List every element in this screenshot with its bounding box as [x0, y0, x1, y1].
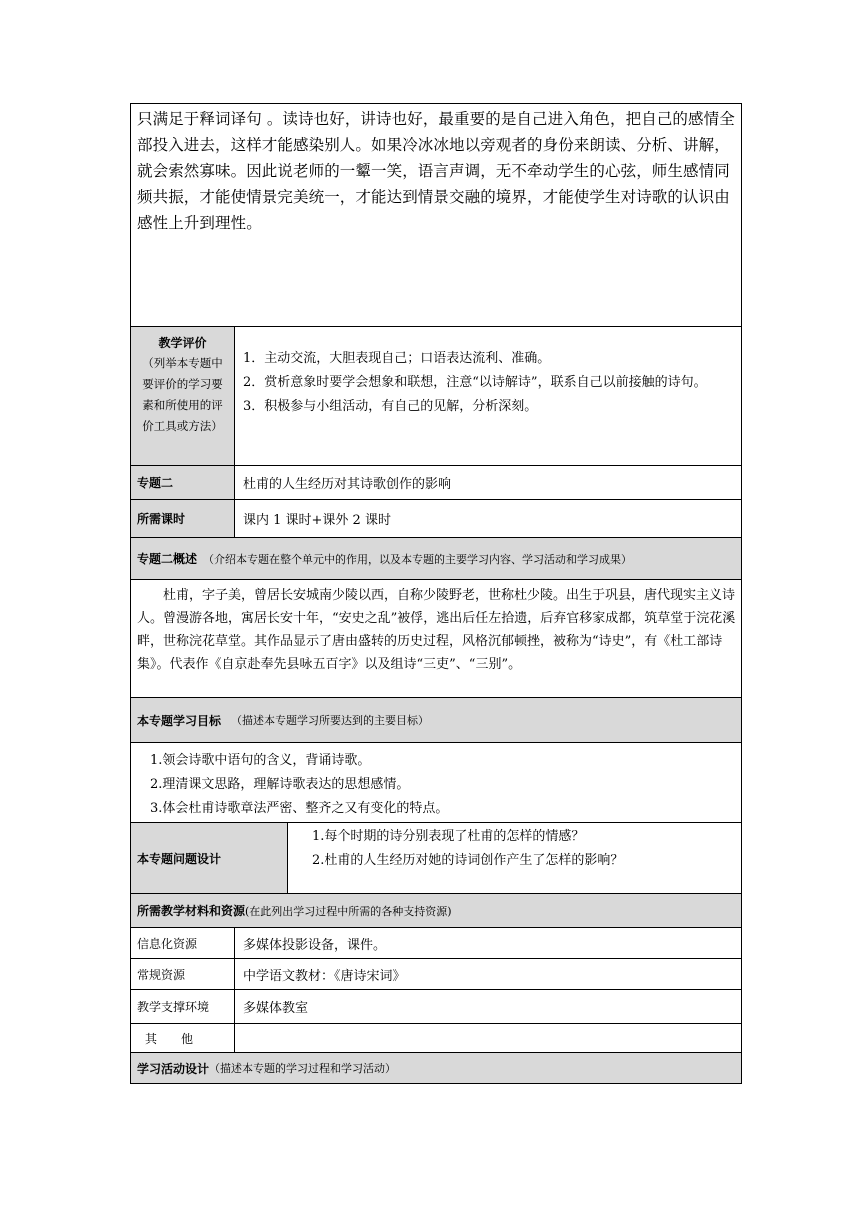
- goals-header-row: [130, 698, 742, 743]
- overview-text: 杜甫，字子美，曾居长安城南少陵以西，自称少陵野老，世称杜少陵。出生于巩县，唐代现实主义诗人。曾漫游各地，寓居长安十年，“安史之乱”被俘，逃出后任左拾遗，后弃官移家成都，筑草堂于浣花溪畔，世称浣花草堂。其作品显示了唐由盛转的历史过程，风格沉郁顿挫，被称为“诗史”，有《杜工部诗集》。代表作《自京赴奉先县咏五百字》以及组诗“三吏”、“三别”。: [137, 588, 736, 672]
- resource-value: 中学语文教材：《唐诗宋词》: [243, 968, 406, 984]
- evaluation-content: [235, 327, 741, 465]
- resource-value: 多媒体教室: [243, 1001, 309, 1016]
- goal-item: 3.体会杜甫诗歌章法严密、整齐之又有变化的特点。: [150, 801, 449, 816]
- goals-label: 本专题学习目标: [137, 713, 222, 728]
- overview-label: 专题二概述: [137, 552, 198, 566]
- resources-label: 所需教学材料和资源: [137, 904, 246, 918]
- questions-row: [130, 823, 742, 894]
- topic2-label: 专题二: [131, 466, 235, 499]
- resource-label: 其 他: [131, 1024, 235, 1052]
- goals-list-row: [130, 743, 742, 823]
- resources-header: [131, 894, 741, 927]
- goals-note: （描述本专题学习所要达到的主要目标）: [231, 714, 430, 727]
- overview-note: （介绍本专题在整个单元中的作用，以及本专题的主要学习内容、学习活动和学习成果）: [203, 552, 633, 566]
- resource-value: [235, 1024, 741, 1052]
- evaluation-row: [130, 327, 742, 466]
- activity-label: 学习活动设计: [137, 1061, 210, 1076]
- evaluation-item: 2．赏析意象时要学会想象和联想，注意“以诗解诗”，联系自己以前接触的诗句。: [243, 375, 707, 390]
- topic2-row: [130, 466, 742, 500]
- questions-list: [288, 823, 741, 893]
- evaluation-item: 1．主动交流，大胆表现自己；口语表达流利、准确。: [243, 351, 551, 366]
- evaluation-note: （列举本专题中要评价的学习要素和所使用的评价工具或方法）: [142, 356, 223, 433]
- lesson-plan-table: [130, 103, 742, 1084]
- goals-list: [131, 743, 741, 822]
- hours-label: 所需课时: [131, 500, 235, 537]
- resource-row-info: [130, 928, 742, 959]
- intro-paragraph: 只满足于释词译句 。读诗也好，讲诗也好，最重要的是自己进入角色，把自己的感情全部投入进去，这样才能感染别人。如果冷冰冰地以旁观者的身份来朗读、分析、讲解，就会索然寡味。因此说老师的一颦一笑，语言声调，无不牵动学生的心弦，师生感情同频共振，才能使情景完美统一，才能达到情景交融的境界，才能使学生对诗歌的认识由感性上升到理性。: [137, 110, 735, 232]
- resource-value: 多媒体投影设备，课件。: [243, 937, 387, 953]
- resources-note: (在此列出学习过程中所需的各种支持资源): [245, 904, 452, 918]
- hours-row: [130, 500, 742, 538]
- intro-row: [130, 103, 742, 327]
- goal-item: 1.领会诗歌中语句的含义，背诵诗歌。: [150, 753, 371, 768]
- question-item: 1.每个时期的诗分别表现了杜甫的怎样的情感？: [312, 829, 585, 844]
- evaluation-label: 教学评价: [158, 336, 207, 350]
- activity-header: [131, 1053, 741, 1083]
- hours-value: 课内 1 课时+课外 2 课时: [243, 513, 391, 528]
- resource-row-other: [130, 1024, 742, 1053]
- resource-label: 教学支撑环境: [131, 990, 235, 1023]
- evaluation-item: 3．积极参与小组活动，有自己的见解，分析深刻。: [243, 399, 538, 414]
- goals-header: [131, 698, 741, 742]
- resource-row-regular: [130, 959, 742, 990]
- question-item: 2.杜甫的人生经历对她的诗词创作产生了怎样的影响？: [312, 853, 624, 868]
- resource-row-environment: [130, 990, 742, 1024]
- resource-label: 常规资源: [131, 959, 235, 989]
- topic2-value: 杜甫的人生经历对其诗歌创作的影响: [243, 477, 452, 492]
- activity-header-row: [130, 1053, 742, 1084]
- goal-item: 2.理清课文思路，理解诗歌表达的思想感情。: [150, 777, 410, 792]
- overview-header: [131, 538, 741, 579]
- questions-label: 本专题问题设计: [131, 823, 288, 893]
- activity-note: （描述本专题的学习过程和学习活动）: [209, 1062, 397, 1075]
- resource-label: 信息化资源: [131, 928, 235, 958]
- overview-header-row: [130, 538, 742, 580]
- resources-header-row: [130, 894, 742, 928]
- overview-text-row: [130, 580, 742, 698]
- evaluation-label-cell: [131, 327, 235, 465]
